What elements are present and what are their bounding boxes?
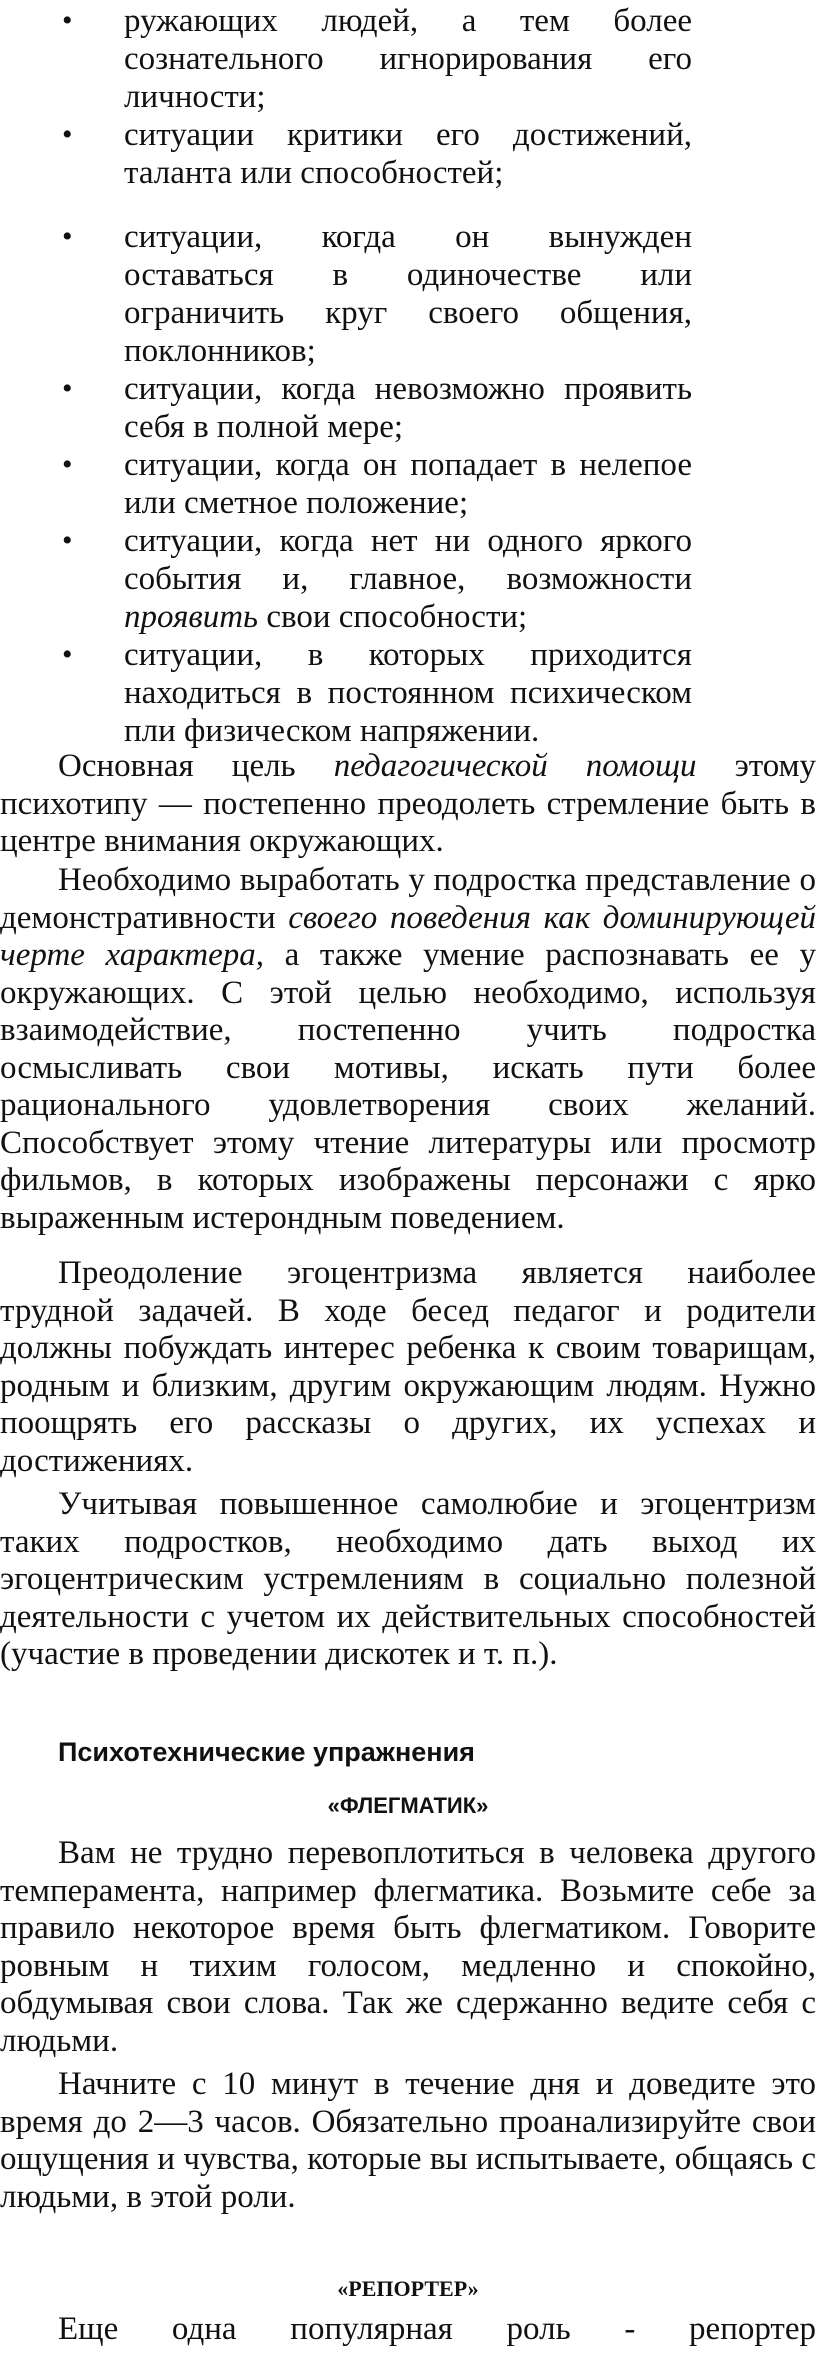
bullet-dot-icon: • (62, 4, 73, 37)
list-item: • ситуации, когда нет ни одного яркого события и, главное, возможности проявить свои способности; (62, 523, 692, 635)
list-item: • ружающих людей, а тем более сознательного игнорирования его личности; (62, 3, 692, 115)
bullet-dot-icon: • (62, 448, 73, 481)
bullet-dot-icon: • (62, 118, 73, 151)
paragraph: Еще одна популярная роль - репортер (58, 2311, 816, 2347)
list-item: • ситуации, когда он вынужден оставаться в одиночестве или ограничить круг своего общения, поклонников; (62, 219, 692, 369)
list-item: • ситуации, когда невозможно проявить себя в полной мере; (62, 371, 692, 445)
paragraph: Учитывая повышенное самолюбие и эгоцентризм таких подростков, необходимо дать выход их эгоцентрическим устремлениям в социально полезной деятельности с учетом их действительных способностей (участие в проведении дискотек и т. п.). (0, 1486, 816, 1672)
paragraph: Преодоление эгоцентризма является наиболее трудной задачей. В ходе бесед педагог и родители должны побуждать интерес ребенка к своим товарищам, родным и близким, другим окружающим людям. Нужно поощрять его рассказы о других, их успехах и достижениях. (0, 1255, 816, 1479)
section-heading: Психотехнические упражнения (58, 1737, 475, 1767)
paragraph: Основная цель педагогической помощи этому психотипу — постепенно преодолеть стремление быть в центре внимания окружающих. (0, 748, 816, 859)
exercise-title: «ФЛЕГМАТИК» (327, 1793, 489, 1818)
list-item: • ситуации критики его достижений, таланта или способностей; (62, 117, 692, 191)
bullet-list-bottom (0, 218, 816, 750)
paragraph: Вам не трудно перевоплотиться в человека другого темперамента, например флегматика. Возьмите себе за правило некоторое время быть флегматиком. Говорите ровным н тихим голосом, медленно и спокойно, обдумывая свои слова. Так же сдержанно ведите себя с людьми. (0, 1835, 816, 2059)
paragraph: Необходимо выработать у подростка представление о демонстративности своего поведения как доминирующей черте характера, а также умение распознавать ее у окружающих. С этой целью необходимо, используя взаимодействие, постепенно учить подростка осмысливать свои мотивы, искать пути более рационального удовлетворения своих желаний. Способствует этому чтение литературы или просмотр фильмов, в которых изображены персонажи с ярко выраженным истерондным поведением. (0, 862, 816, 1236)
list-item: • ситуации, в которых приходится находиться в постоянном психическом пли физическом напряжении. (62, 637, 692, 749)
bullet-list-top (0, 2, 816, 192)
bullet-dot-icon: • (62, 524, 73, 557)
paragraph: Начните с 10 минут в течение дня и доведите это время до 2—3 часов. Обязательно проанализируйте свои ощущения и чувства, которые вы испытываете, общаясь с людьми, в этой роли. (0, 2066, 816, 2215)
bullet-dot-icon: • (62, 638, 73, 671)
bullet-dot-icon: • (62, 372, 73, 405)
list-item: • ситуации, когда он попадает в нелепое или сметное положение; (62, 447, 692, 521)
bullet-dot-icon: • (62, 220, 73, 253)
exercise-title: «РЕПОРТЕР» (337, 2276, 479, 2301)
